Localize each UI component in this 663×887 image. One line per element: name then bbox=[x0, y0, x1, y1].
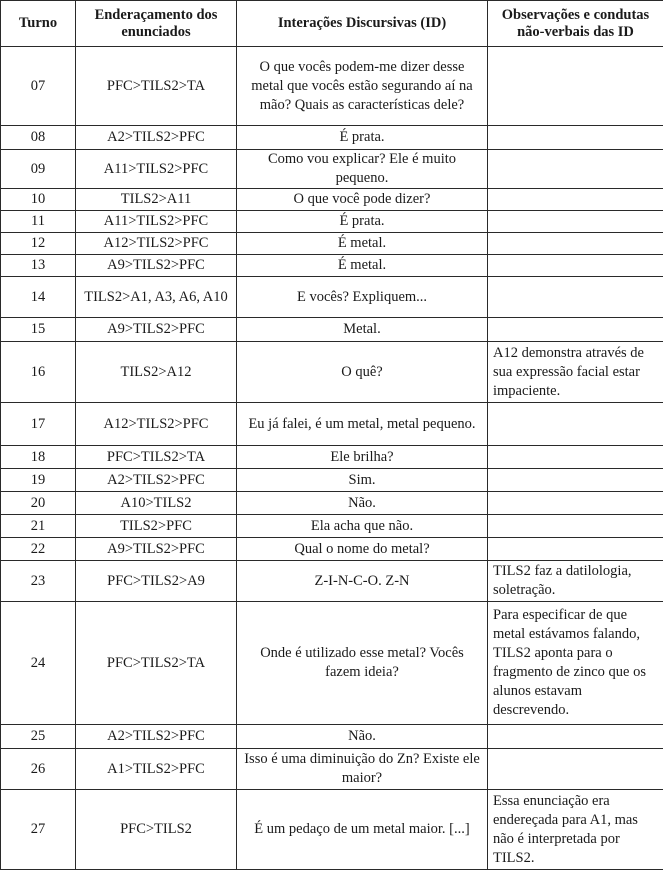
header-observacoes: Observações e condutas não-verbais das ID bbox=[488, 1, 663, 47]
interacao-cell: Sim. bbox=[237, 469, 488, 492]
table-row bbox=[1, 515, 663, 538]
table-row bbox=[1, 790, 663, 870]
interacao-cell: É um pedaço de um metal maior. [...] bbox=[237, 790, 488, 870]
turno-cell: 12 bbox=[1, 233, 76, 255]
observacao-cell bbox=[488, 446, 663, 469]
interacao-cell: Não. bbox=[237, 492, 488, 515]
turno-cell: 10 bbox=[1, 189, 76, 211]
turno-cell: 17 bbox=[1, 403, 76, 446]
enderecamento-cell: TILS2>PFC bbox=[76, 515, 237, 538]
turno-cell: 11 bbox=[1, 211, 76, 233]
interacao-cell: Metal. bbox=[237, 318, 488, 342]
observacao-cell bbox=[488, 47, 663, 126]
enderecamento-cell: PFC>TILS2>A9 bbox=[76, 561, 237, 602]
interacao-cell: O que você pode dizer? bbox=[237, 189, 488, 211]
table-row bbox=[1, 189, 663, 211]
observacao-cell bbox=[488, 126, 663, 150]
turno-cell: 27 bbox=[1, 790, 76, 870]
enderecamento-cell: A9>TILS2>PFC bbox=[76, 538, 237, 561]
enderecamento-cell: TILS2>A1, A3, A6, A10 bbox=[76, 277, 237, 318]
enderecamento-cell: A11>TILS2>PFC bbox=[76, 211, 237, 233]
observacao-cell bbox=[488, 277, 663, 318]
table-row bbox=[1, 492, 663, 515]
observacao-cell bbox=[488, 725, 663, 749]
table-row bbox=[1, 233, 663, 255]
observacao-cell: TILS2 faz a datilologia, soletração. bbox=[488, 561, 663, 602]
enderecamento-cell: A9>TILS2>PFC bbox=[76, 255, 237, 277]
table-row bbox=[1, 47, 663, 126]
observacao-cell bbox=[488, 189, 663, 211]
header-turno: Turno bbox=[1, 1, 76, 47]
turno-cell: 07 bbox=[1, 47, 76, 126]
interacao-cell: O que vocês podem-me dizer desse metal que vocês estão segurando aí na mão? Quais as características dele? bbox=[237, 47, 488, 126]
enderecamento-cell: A2>TILS2>PFC bbox=[76, 126, 237, 150]
table-row bbox=[1, 446, 663, 469]
turno-cell: 20 bbox=[1, 492, 76, 515]
enderecamento-cell: A10>TILS2 bbox=[76, 492, 237, 515]
interacao-cell: Qual o nome do metal? bbox=[237, 538, 488, 561]
enderecamento-cell: PFC>TILS2>TA bbox=[76, 602, 237, 725]
table-row bbox=[1, 602, 663, 725]
observacao-cell bbox=[488, 403, 663, 446]
observacao-cell bbox=[488, 515, 663, 538]
table-row bbox=[1, 255, 663, 277]
header-interacoes: Interações Discursivas (ID) bbox=[237, 1, 488, 47]
observacao-cell: A12 demonstra através de sua expressão facial estar impaciente. bbox=[488, 342, 663, 403]
turno-cell: 16 bbox=[1, 342, 76, 403]
enderecamento-cell: A2>TILS2>PFC bbox=[76, 469, 237, 492]
turno-cell: 13 bbox=[1, 255, 76, 277]
turno-cell: 18 bbox=[1, 446, 76, 469]
table-row bbox=[1, 277, 663, 318]
interacao-cell: Z-I-N-C-O. Z-N bbox=[237, 561, 488, 602]
interacao-cell: Não. bbox=[237, 725, 488, 749]
observacao-cell bbox=[488, 469, 663, 492]
table-row bbox=[1, 469, 663, 492]
turno-cell: 22 bbox=[1, 538, 76, 561]
observacao-cell bbox=[488, 538, 663, 561]
observacao-cell bbox=[488, 749, 663, 790]
table-header-row bbox=[1, 1, 663, 47]
interacao-cell: Como vou explicar? Ele é muito pequeno. bbox=[237, 150, 488, 189]
interacao-cell: É metal. bbox=[237, 233, 488, 255]
interacao-cell: E vocês? Expliquem... bbox=[237, 277, 488, 318]
observacao-cell bbox=[488, 255, 663, 277]
enderecamento-cell: A1>TILS2>PFC bbox=[76, 749, 237, 790]
table-row bbox=[1, 561, 663, 602]
turno-cell: 15 bbox=[1, 318, 76, 342]
turno-cell: 14 bbox=[1, 277, 76, 318]
enderecamento-cell: A2>TILS2>PFC bbox=[76, 725, 237, 749]
enderecamento-cell: A12>TILS2>PFC bbox=[76, 403, 237, 446]
interacao-cell: Onde é utilizado esse metal? Vocês fazem ideia? bbox=[237, 602, 488, 725]
turno-cell: 23 bbox=[1, 561, 76, 602]
enderecamento-cell: PFC>TILS2>TA bbox=[76, 47, 237, 126]
turno-cell: 25 bbox=[1, 725, 76, 749]
interacao-cell: Eu já falei, é um metal, metal pequeno. bbox=[237, 403, 488, 446]
interacao-cell: Isso é uma diminuição do Zn? Existe ele maior? bbox=[237, 749, 488, 790]
enderecamento-cell: A11>TILS2>PFC bbox=[76, 150, 237, 189]
table-row bbox=[1, 150, 663, 189]
observacao-cell bbox=[488, 492, 663, 515]
table-row bbox=[1, 725, 663, 749]
observacao-cell bbox=[488, 233, 663, 255]
table-row bbox=[1, 126, 663, 150]
interacao-cell: Ele brilha? bbox=[237, 446, 488, 469]
turno-cell: 08 bbox=[1, 126, 76, 150]
table-row bbox=[1, 749, 663, 790]
enderecamento-cell: PFC>TILS2 bbox=[76, 790, 237, 870]
turno-cell: 24 bbox=[1, 602, 76, 725]
interacao-cell: O quê? bbox=[237, 342, 488, 403]
observacao-cell: Para especificar de que metal estávamos falando, TILS2 aponta para o fragmento de zinco que os alunos estavam descrevendo. bbox=[488, 602, 663, 725]
interacao-cell: Ela acha que não. bbox=[237, 515, 488, 538]
interacao-cell: É metal. bbox=[237, 255, 488, 277]
enderecamento-cell: A9>TILS2>PFC bbox=[76, 318, 237, 342]
table-row bbox=[1, 211, 663, 233]
enderecamento-cell: PFC>TILS2>TA bbox=[76, 446, 237, 469]
table-row bbox=[1, 403, 663, 446]
enderecamento-cell: TILS2>A11 bbox=[76, 189, 237, 211]
observacao-cell: Essa enunciação era endereçada para A1, mas não é interpretada por TILS2. bbox=[488, 790, 663, 870]
table-row bbox=[1, 318, 663, 342]
header-enderecamento: Enderaçamento dos enunciados bbox=[76, 1, 237, 47]
interacao-cell: É prata. bbox=[237, 211, 488, 233]
enderecamento-cell: TILS2>A12 bbox=[76, 342, 237, 403]
turno-cell: 21 bbox=[1, 515, 76, 538]
observacao-cell bbox=[488, 318, 663, 342]
observacao-cell bbox=[488, 211, 663, 233]
turno-cell: 09 bbox=[1, 150, 76, 189]
turno-cell: 26 bbox=[1, 749, 76, 790]
turno-cell: 19 bbox=[1, 469, 76, 492]
observacao-cell bbox=[488, 150, 663, 189]
interacao-cell: É prata. bbox=[237, 126, 488, 150]
enderecamento-cell: A12>TILS2>PFC bbox=[76, 233, 237, 255]
table-row bbox=[1, 538, 663, 561]
table-row bbox=[1, 342, 663, 403]
